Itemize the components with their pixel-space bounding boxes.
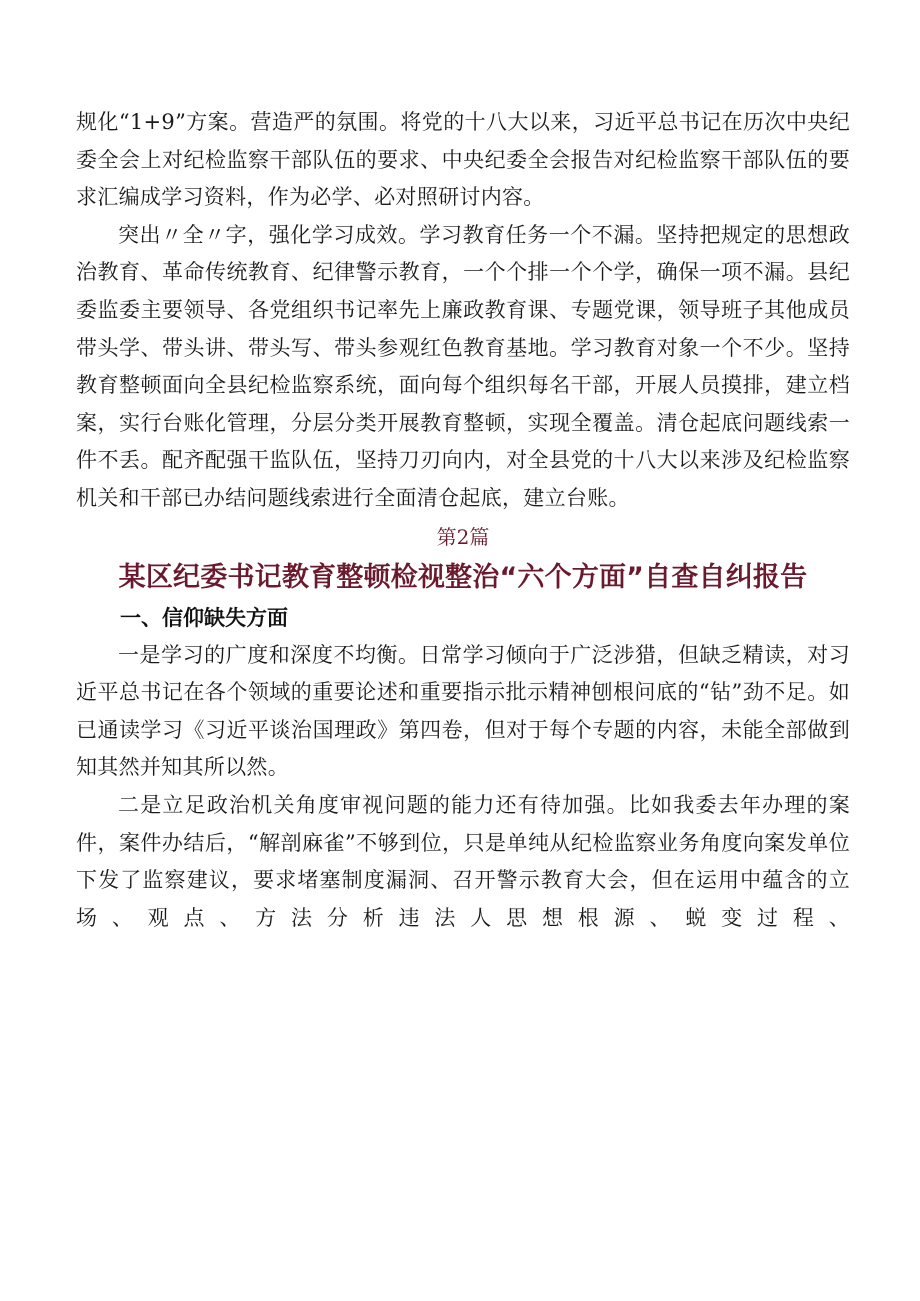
section-heading: 一、信仰缺失方面 — [120, 605, 288, 630]
document-page — [76, 104, 850, 937]
section-label: 第2篇 — [436, 524, 490, 549]
paragraph-3: 一是学习的广度和深度不均衡。日常学习倾向于广泛涉猎，但缺乏精读，对习近平总书记在各个领域的重要论述和重要指示批示精神刨根问底的“钻”劲不足。如已通读学习《习近平谈治国理政》第四卷，但对于每个专题的内容，未能全部做到知其然并知其所以然。 — [76, 642, 850, 780]
paragraph-1: 规化“1+9”方案。营造严的氛围。将党的十八大以来，习近平总书记在历次中央纪委全会上对纪检监察干部队伍的要求、中央纪委全会报告对纪检监察干部队伍的要求汇编成学习资料，作为必学、必对照研讨内容。 — [76, 110, 850, 210]
paragraph-4: 二是立足政治机关角度审视问题的能力还有待加强。比如我委去年办理的案件，案件办结后，“解剖麻雀”不够到位，只是单纯从纪检监察业务角度向案发单位下发了监察建议，要求堵塞制度漏洞、召开警示教育大会，但在运用中蕴含的立场、观点、方法分析违法人思想根源、蜕变过程、 — [76, 792, 850, 930]
document-title: 某区纪委书记教育整顿检视整治“六个方面”自查自纠报告 — [118, 561, 808, 593]
paragraph-2: 突出〃全〃字，强化学习成效。学习教育任务一个不漏。坚持把规定的思想政治教育、革命传统教育、纪律警示教育，一个个排一个个学，确保一项不漏。县纪委监委主要领导、各党组织书记率先上廉政教育课、专题党课，领导班子其他成员带头学、带头讲、带头写、带头参观红色教育基地。学习教育对象一个不少。坚持教育整顿面向全县纪检监察系统，面向每个组织每名干部，开展人员摸排，建立档案，实行台账化管理，分层分类开展教育整顿，实现全覆盖。清仓起底问题线索一件不丢。配齐配强干监队伍，坚持刀刃向内，对全县党的十八大以来涉及纪检监察机关和干部已办结问题线索进行全面清仓起底，建立台账。 — [76, 222, 850, 510]
